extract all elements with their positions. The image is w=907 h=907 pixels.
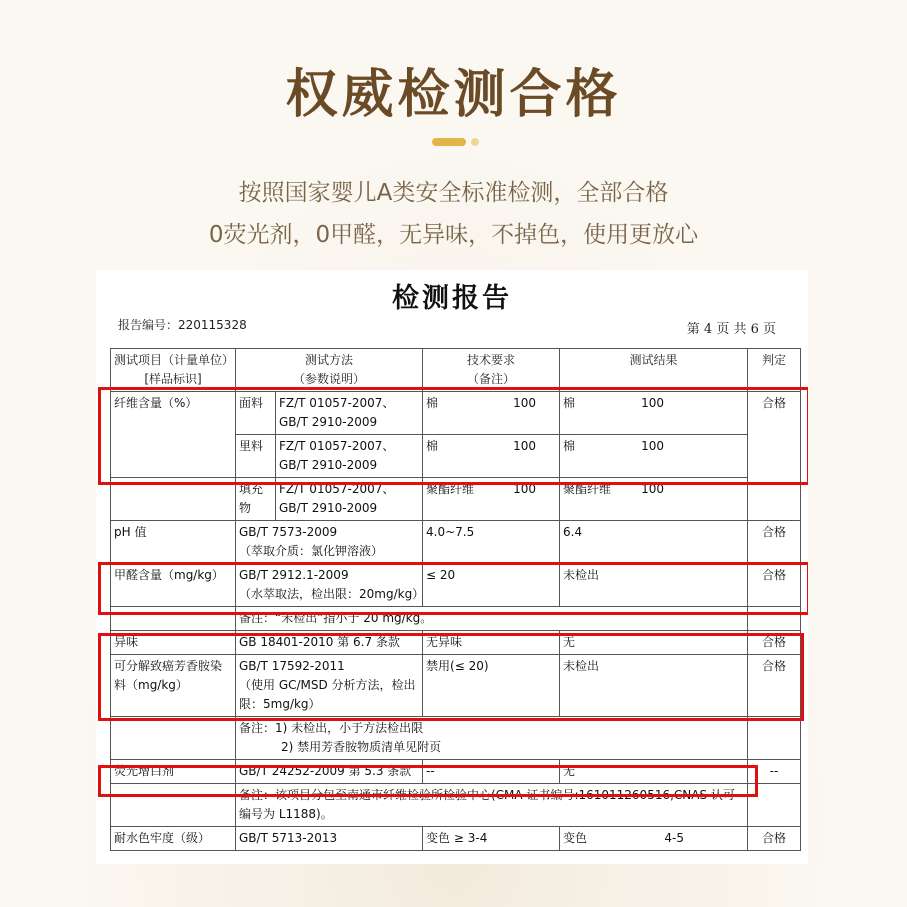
test-report-document bbox=[96, 270, 808, 864]
table-row bbox=[111, 521, 801, 564]
fluorescent-result: 无 bbox=[560, 760, 748, 784]
title-divider-dot bbox=[471, 138, 479, 146]
odor-judge: 合格 bbox=[748, 631, 801, 655]
fiber-part: 填充物 bbox=[236, 478, 276, 521]
ph-judge: 合格 bbox=[748, 521, 801, 564]
azo-judge: 合格 bbox=[748, 655, 801, 717]
fiber-result: 聚酯纤维 100 bbox=[560, 478, 748, 521]
table-row bbox=[111, 655, 801, 717]
fiber-judge: 合格 bbox=[748, 392, 801, 521]
table-row bbox=[111, 827, 801, 851]
fiber-req: 棉 100 bbox=[423, 392, 560, 435]
colorfast-judge: 合格 bbox=[748, 827, 801, 851]
note-spacer bbox=[111, 607, 236, 631]
formaldehyde-req: ≤ 20 bbox=[423, 564, 560, 607]
azo-result: 未检出 bbox=[560, 655, 748, 717]
note-spacer bbox=[111, 784, 236, 827]
fiber-req: 聚酯纤维 100 bbox=[423, 478, 560, 521]
colorfast-item: 耐水色牢度（级） bbox=[111, 827, 236, 851]
ph-item: pH 值 bbox=[111, 521, 236, 564]
fiber-req: 棉 100 bbox=[423, 435, 560, 478]
ph-method: GB/T 7573-2009 （萃取介质：氯化钾溶液） bbox=[236, 521, 423, 564]
odor-method: GB 18401-2010 第 6.7 条款 bbox=[236, 631, 423, 655]
report-table bbox=[110, 348, 801, 851]
note-spacer bbox=[111, 717, 236, 760]
fluorescent-item: 荧光增白剂 bbox=[111, 760, 236, 784]
colorfast-result: 变色 4-5 bbox=[560, 827, 748, 851]
table-row bbox=[111, 392, 801, 435]
ph-result: 6.4 bbox=[560, 521, 748, 564]
fiber-method: FZ/T 01057-2007、GB/T 2910-2009 bbox=[276, 392, 423, 435]
formaldehyde-method: GB/T 2912.1-2009 （水萃取法，检出限：20mg/kg） bbox=[236, 564, 423, 607]
note-spacer bbox=[748, 717, 801, 760]
note-formaldehyde: 备注：“未检出”指小于 20 mg/kg。 bbox=[236, 607, 748, 631]
fluorescent-judge: -- bbox=[748, 760, 801, 784]
fluorescent-method: GB/T 24252-2009 第 5.3 条款 bbox=[236, 760, 423, 784]
colorfast-req: 变色 ≥ 3-4 bbox=[423, 827, 560, 851]
table-header-row bbox=[111, 349, 801, 392]
colorfast-method: GB/T 5713-2013 bbox=[236, 827, 423, 851]
fiber-method: FZ/T 01057-2007、GB/T 2910-2009 bbox=[276, 435, 423, 478]
odor-result: 无 bbox=[560, 631, 748, 655]
fiber-part: 面料 bbox=[236, 392, 276, 435]
odor-item: 异味 bbox=[111, 631, 236, 655]
fiber-item: 纤维含量（%） bbox=[111, 392, 236, 478]
header-result: 测试结果 bbox=[560, 349, 748, 392]
formaldehyde-result: 未检出 bbox=[560, 564, 748, 607]
subtitle-line-1: 按照国家婴儿A类安全标准检测，全部合格 bbox=[238, 180, 669, 206]
header-method: 测试方法 （参数说明） bbox=[236, 349, 423, 392]
table-row bbox=[111, 607, 801, 631]
subtitle-line-2: 0荧光剂，0甲醛，无异味，不掉色，使用更放心 bbox=[208, 222, 699, 248]
azo-req: 禁用(≤ 20) bbox=[423, 655, 560, 717]
fiber-result: 棉 100 bbox=[560, 392, 748, 435]
formaldehyde-item: 甲醛含量（mg/kg） bbox=[111, 564, 236, 607]
table-row bbox=[111, 478, 801, 521]
formaldehyde-judge: 合格 bbox=[748, 564, 801, 607]
note-fluorescent: 备注：该项目分包至南通市纤维检验所检验中心(CMA 证书编号:161011260516,CNAS 认可编号为 L1188)。 bbox=[236, 784, 748, 827]
page-title: 权威检测合格 bbox=[285, 65, 622, 125]
odor-req: 无异味 bbox=[423, 631, 560, 655]
table-row bbox=[111, 717, 801, 760]
note-azo: 备注：1) 未检出，小于方法检出限 2) 禁用芳香胺物质清单见附页 bbox=[236, 717, 748, 760]
header-item: 测试项目（计量单位） [样品标识] bbox=[111, 349, 236, 392]
table-row bbox=[111, 564, 801, 607]
fluorescent-req: -- bbox=[423, 760, 560, 784]
title-divider bbox=[432, 138, 466, 146]
fiber-part: 里料 bbox=[236, 435, 276, 478]
azo-item: 可分解致癌芳香胺染料（mg/kg） bbox=[111, 655, 236, 717]
fiber-item-empty bbox=[111, 478, 236, 521]
table-row bbox=[111, 760, 801, 784]
report-title: 检测报告 bbox=[392, 283, 512, 314]
note-spacer bbox=[748, 784, 801, 827]
table-row bbox=[111, 784, 801, 827]
fiber-result: 棉 100 bbox=[560, 435, 748, 478]
header-judgement: 判定 bbox=[748, 349, 801, 392]
header-requirement: 技术要求 （备注） bbox=[423, 349, 560, 392]
note-spacer bbox=[748, 607, 801, 631]
azo-method: GB/T 17592-2011 （使用 GC/MSD 分析方法，检出限：5mg/kg） bbox=[236, 655, 423, 717]
table-row bbox=[111, 631, 801, 655]
ph-req: 4.0~7.5 bbox=[423, 521, 560, 564]
report-number: 报告编号：220115328 bbox=[118, 318, 247, 332]
fiber-method: FZ/T 01057-2007、GB/T 2910-2009 bbox=[276, 478, 423, 521]
report-page-info: 第 4 页 共 6 页 bbox=[686, 322, 776, 337]
